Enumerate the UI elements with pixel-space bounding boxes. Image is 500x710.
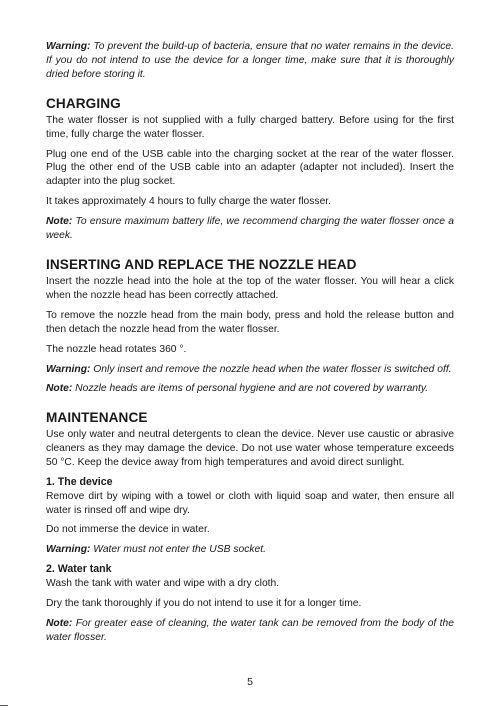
note-label: Note: xyxy=(46,617,73,629)
charging-paragraph-2: Plug one end of the USB cable into the charging socket at the rear of the water flosser. Plug the other end of the USB cable into an adapter (adapter not included). Insert the adapter into the plug socket. xyxy=(46,148,454,188)
tank-subheading: 2. Water tank xyxy=(46,563,112,576)
charging-heading: CHARGING xyxy=(46,95,121,111)
device-warning xyxy=(46,543,454,557)
nozzle-paragraph-3: The nozzle head rotates 360 °. xyxy=(46,343,187,355)
note-label: Note: xyxy=(46,383,73,395)
charging-paragraph-1: The water flosser is not supplied with a fully charged battery. Before using for the first time, fully charge the water flosser. xyxy=(46,114,454,140)
note-label: Note: xyxy=(46,216,73,228)
note-text: To ensure maximum battery life, we recommend charging the water flosser once a week. xyxy=(46,216,454,242)
nozzle-paragraph-2: To remove the nozzle head from the main body, press and hold the release button and then detach the nozzle head from the water flosser. xyxy=(46,309,454,335)
charging-note xyxy=(46,215,454,243)
warning-text: To prevent the build-up of bacteria, ensure that no water remains in the device. If you do not intend to use the device for a longer time, make sure that it is thoroughly dried before storing it. xyxy=(46,41,454,80)
warning-label: Warning: xyxy=(46,363,91,375)
tank-note xyxy=(46,617,454,645)
device-paragraph-1: Remove dirt by wiping with a towel or cloth with liquid soap and water, then ensure all water is rinsed off and wipe dry. xyxy=(46,490,454,516)
note-text: For greater ease of cleaning, the water tank can be removed from the body of the water flosser. xyxy=(46,617,454,643)
maintenance-paragraph-1: Use only water and neutral detergents to clean the device. Never use caustic or abrasive cleaners as they may damage the device. Do not use water whose temperature exceeds 50 °C. Keep the device away from high temperatures and avoid direct sunlight. xyxy=(46,429,454,469)
warning-text: Only insert and remove the nozzle head when the water flosser is switched off. xyxy=(90,363,452,375)
nozzle-note xyxy=(46,382,454,396)
charging-paragraph-3: It takes approximately 4 hours to fully charge the water flosser. xyxy=(46,196,332,208)
note-text: Nozzle heads are items of personal hygiene and are not covered by warranty. xyxy=(72,383,429,395)
tank-paragraph-2: Dry the tank thoroughly if you do not intend to use it for a longer time. xyxy=(46,597,362,609)
crop-mark xyxy=(0,705,8,706)
nozzle-warning xyxy=(46,363,454,377)
device-paragraph-2: Do not immerse the device in water. xyxy=(46,524,210,536)
nozzle-paragraph-1: Insert the nozzle head into the hole at the top of the water flosser. You will hear a click when the nozzle head has been correctly attached. xyxy=(46,275,454,301)
warning-label: Warning: xyxy=(46,544,91,556)
tank-paragraph-1: Wash the tank with water and wipe with a dry cloth. xyxy=(46,577,280,589)
maintenance-heading: MAINTENANCE xyxy=(46,410,148,426)
warning-label: Warning: xyxy=(46,41,91,52)
warning-text: Water must not enter the USB socket. xyxy=(90,544,266,556)
nozzle-heading: INSERTING AND REPLACE THE NOZZLE HEAD xyxy=(46,256,357,272)
page-number: 5 xyxy=(247,676,253,688)
intro-warning xyxy=(46,40,454,82)
device-subheading: 1. The device xyxy=(46,476,113,489)
manual-page xyxy=(46,40,454,650)
